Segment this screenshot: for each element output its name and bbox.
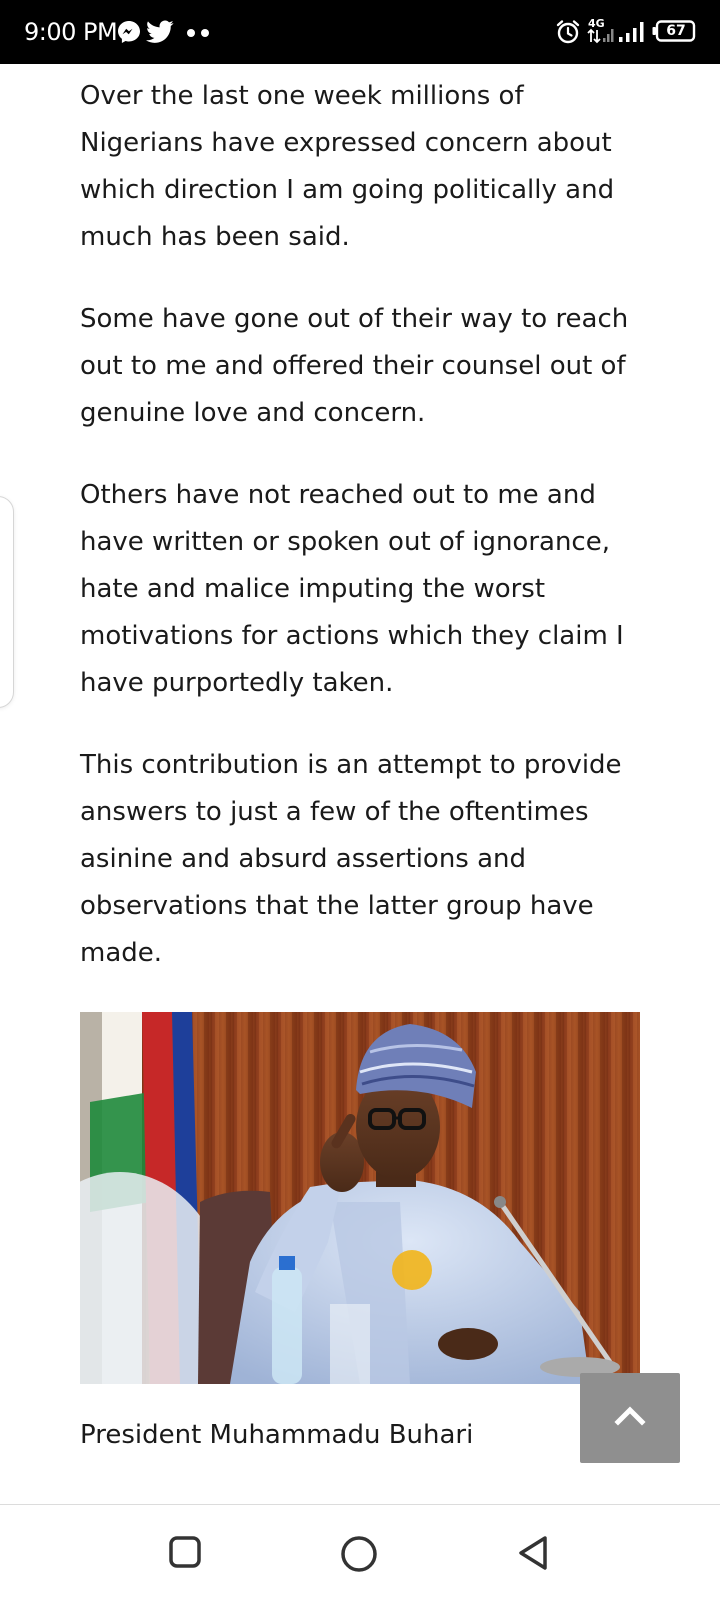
twitter-icon <box>146 20 174 44</box>
scroll-to-top-button[interactable] <box>580 1373 680 1463</box>
battery-level: 67 <box>666 23 686 39</box>
more-notifications-icon <box>186 28 212 38</box>
photo-caption: President Muhammadu Buhari <box>80 1420 474 1450</box>
article-photo[interactable] <box>80 1012 640 1384</box>
article-paragraph: Over the last one week millions of Nigerians have expressed concern about which direction I am going politically and much has been said. <box>80 81 615 252</box>
chevron-up-icon <box>614 1403 646 1427</box>
svg-text:4G: 4G <box>588 17 605 30</box>
system-navigation-bar <box>0 1504 720 1600</box>
network-4g-icon <box>586 16 616 46</box>
edge-panel-handle[interactable] <box>0 496 14 708</box>
messenger-icon <box>116 19 142 45</box>
article-paragraph: This contribution is an attempt to provide answers to just a few of the oftentimes asinine and absurd assertions and observations that the latter group have made. <box>80 750 622 968</box>
status-bar <box>0 0 720 64</box>
home-icon[interactable] <box>340 1535 378 1573</box>
article-paragraph: Others have not reached out to me and have written or spoken out of ignorance, hate and malice imputing the worst motivations for actions which they claim I have purportedly taken. <box>80 480 624 698</box>
article-body <box>80 73 640 1459</box>
back-icon[interactable] <box>516 1535 550 1571</box>
article-paragraph: Some have gone out of their way to reach out to me and offered their counsel out of genuine love and concern. <box>80 304 629 428</box>
signal-icon <box>618 20 646 44</box>
recents-icon[interactable] <box>168 1535 202 1569</box>
alarm-icon <box>555 19 581 45</box>
status-time: 9:00 PM <box>24 18 118 46</box>
